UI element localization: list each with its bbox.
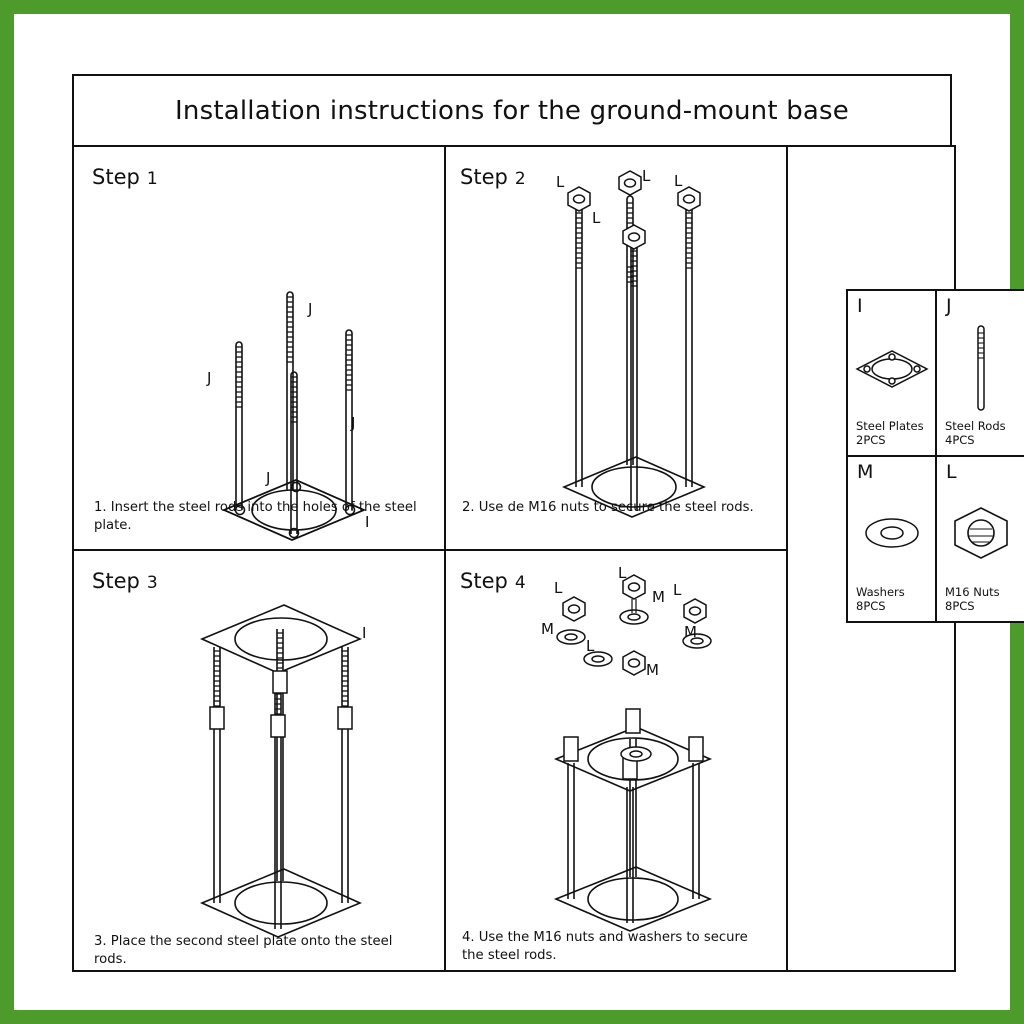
thread-s2-right bbox=[686, 213, 692, 268]
callout-l4-1: L bbox=[554, 579, 563, 597]
callout-j-4: J bbox=[266, 469, 271, 487]
instruction-sheet bbox=[72, 74, 1006, 967]
page-title: Installation instructions for the ground-mount base bbox=[175, 95, 849, 126]
thread-s3-left bbox=[214, 651, 220, 706]
step-2-heading: Step 2 bbox=[460, 165, 526, 189]
callout-i-2: I bbox=[362, 624, 367, 642]
callout-l4-4: L bbox=[586, 637, 595, 655]
thread-rod-front bbox=[291, 377, 297, 422]
legend-item-m16-nuts bbox=[935, 455, 1024, 623]
thread-s3-right bbox=[342, 651, 348, 706]
legend-letter-l: L bbox=[946, 461, 957, 483]
callout-m4-3: M bbox=[684, 623, 697, 641]
legend-item-steel-plates bbox=[846, 289, 937, 457]
step-1-heading: Step 1 bbox=[92, 165, 158, 189]
nut-s4-d bbox=[623, 651, 645, 675]
hex-nut-icon bbox=[937, 483, 1024, 583]
step-1-illustration bbox=[74, 147, 446, 551]
legend-caption-l: M16 Nuts 8PCS bbox=[945, 585, 1000, 613]
step-1-caption: 1. Insert the steel rods into the holes of the steel plate. bbox=[94, 500, 417, 533]
legend-caption-m: Washers 8PCS bbox=[856, 585, 905, 613]
step-4-heading: Step 4 bbox=[460, 569, 526, 593]
nut-s4-seated bbox=[621, 747, 651, 761]
step-panel-4 bbox=[444, 549, 788, 972]
legend-caption-i: Steel Plates 2PCS bbox=[856, 419, 924, 447]
title-band bbox=[74, 76, 950, 147]
legend-item-steel-rods bbox=[935, 289, 1024, 457]
nut-s2-c bbox=[678, 187, 700, 211]
thread-s2-left bbox=[576, 213, 582, 268]
nut-s4-c bbox=[684, 599, 706, 623]
step-2-illustration bbox=[446, 147, 788, 551]
step-3-heading: Step 3 bbox=[92, 569, 158, 593]
callout-l4-3: L bbox=[673, 581, 682, 599]
callout-l-3: L bbox=[674, 172, 683, 190]
step-panel-1 bbox=[72, 145, 446, 551]
callout-l-1: L bbox=[556, 173, 565, 191]
legend-letter-j: J bbox=[946, 295, 952, 317]
legend-letter-i: I bbox=[857, 295, 863, 317]
callout-i-1: I bbox=[365, 513, 370, 531]
nut-s4-a bbox=[563, 597, 585, 621]
callout-j-1: J bbox=[207, 369, 212, 387]
callout-l-2: L bbox=[642, 167, 651, 185]
callout-m4-4: M bbox=[646, 661, 659, 679]
washer-s4-b bbox=[620, 610, 648, 624]
thread-rod-center bbox=[287, 297, 293, 362]
callout-j-3: J bbox=[351, 414, 356, 432]
callout-l4-2: L bbox=[618, 564, 627, 582]
thread-rod-left bbox=[236, 347, 242, 407]
callout-l-4: L bbox=[592, 209, 601, 227]
step-panel-3 bbox=[72, 549, 446, 972]
parts-legend-column bbox=[786, 145, 1006, 972]
callout-j-2: J bbox=[308, 300, 313, 318]
step-4-illustration bbox=[446, 551, 788, 972]
callout-m4-2: M bbox=[541, 620, 554, 638]
legend-letter-m: M bbox=[857, 461, 874, 483]
washer-icon bbox=[848, 483, 935, 583]
steel-rod-icon bbox=[937, 317, 1024, 417]
steel-plate-icon bbox=[848, 317, 935, 417]
step-2-caption: 2. Use de M16 nuts to secure the steel rods. bbox=[462, 500, 754, 515]
nut-s2-a bbox=[568, 187, 590, 211]
step-4-caption: 4. Use the M16 nuts and washers to secure the steel rods. bbox=[462, 930, 748, 963]
step-panel-2 bbox=[444, 145, 788, 551]
legend-item-washers bbox=[846, 455, 937, 623]
callout-m4-1: M bbox=[652, 588, 665, 606]
thread-s2-front bbox=[631, 251, 637, 286]
step-3-illustration bbox=[74, 551, 446, 972]
legend-caption-j: Steel Rods 4PCS bbox=[945, 419, 1006, 447]
nut-s2-d bbox=[623, 225, 645, 249]
thread-rod-right bbox=[346, 335, 352, 390]
step-3-caption: 3. Place the second steel plate onto the steel rods. bbox=[94, 934, 393, 967]
washer-s4-a bbox=[557, 630, 585, 644]
nut-s2-b bbox=[619, 171, 641, 195]
